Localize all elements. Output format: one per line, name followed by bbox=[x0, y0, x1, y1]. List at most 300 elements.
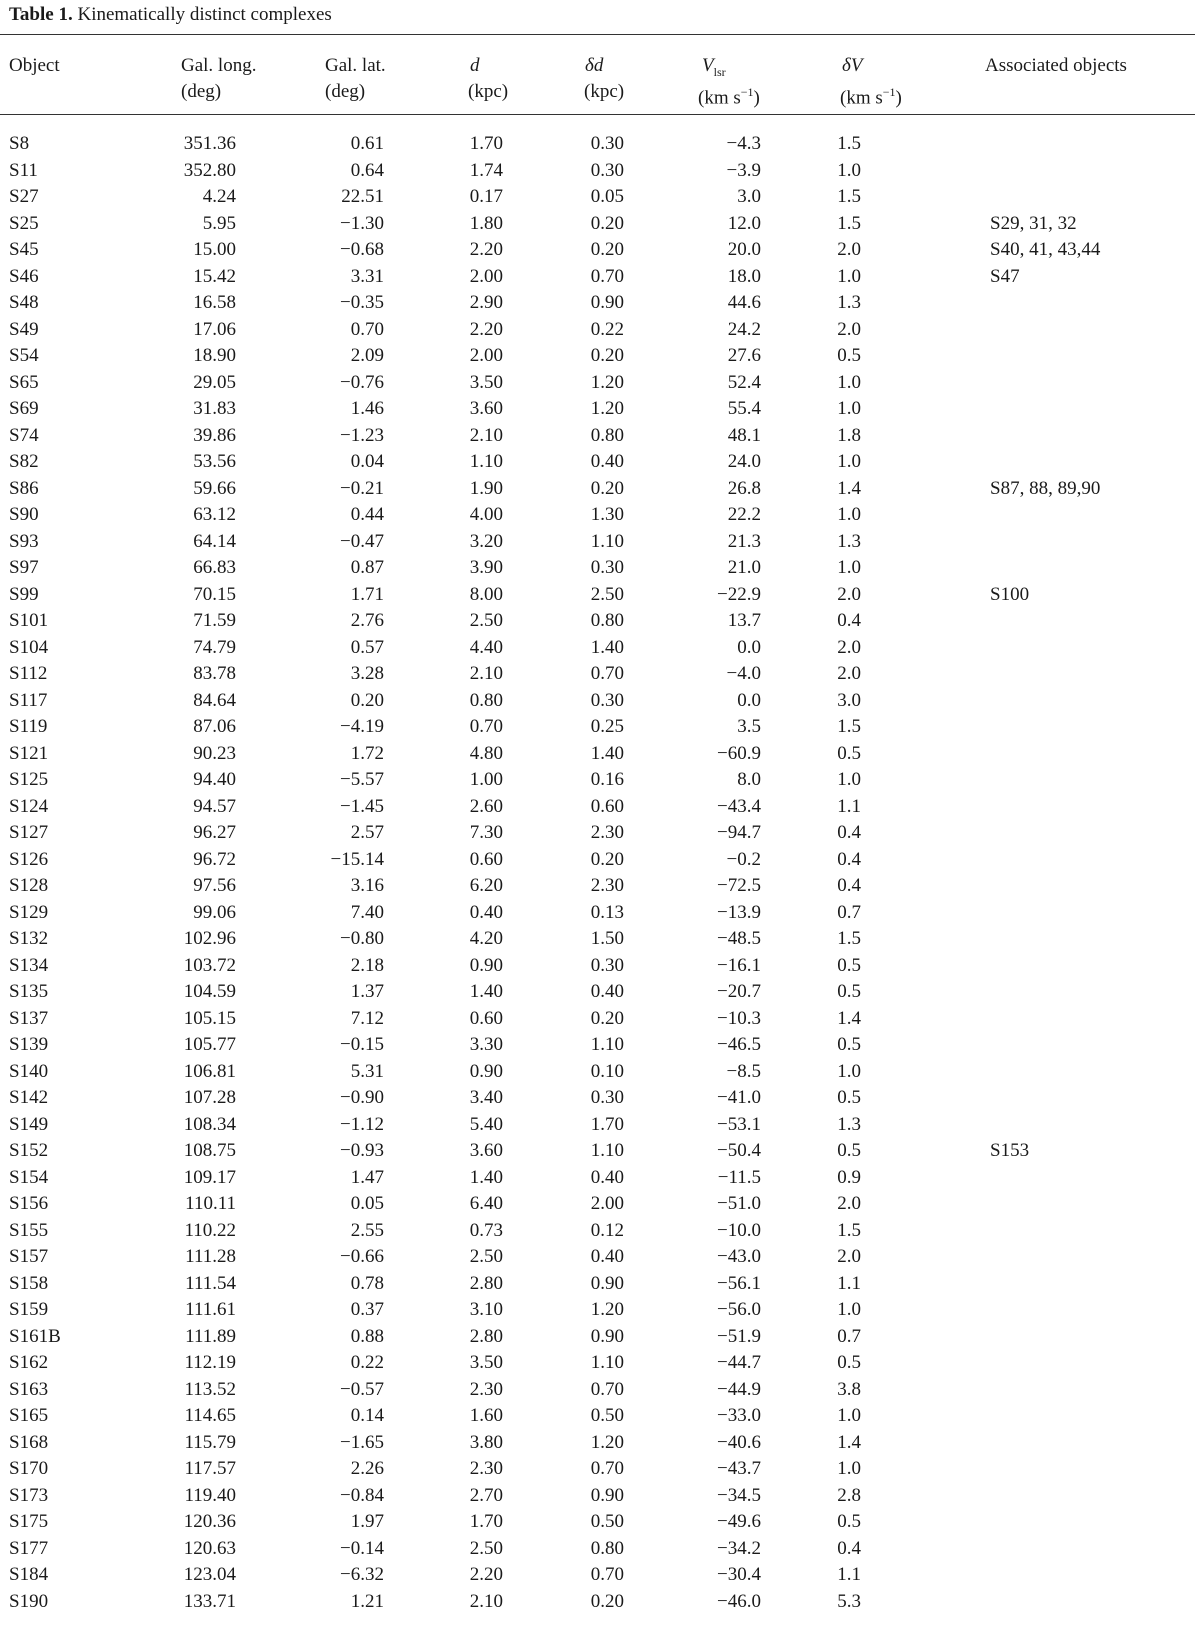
cell-gal-lat: −0.14 bbox=[340, 1537, 384, 1559]
cell-gal-long: 15.42 bbox=[193, 265, 236, 287]
cell-gal-lat: −1.30 bbox=[340, 212, 384, 234]
cell-distance: 4.40 bbox=[469, 636, 503, 658]
cell-gal-lat: 3.16 bbox=[350, 875, 384, 896]
cell-object: S129 bbox=[9, 901, 49, 923]
cell-gal-lat: 0.87 bbox=[350, 557, 384, 578]
cell-velocity-error: 1.0 bbox=[837, 1060, 861, 1082]
cell-velocity-error: 2.0 bbox=[837, 583, 861, 605]
cell-gal-long: 4.24 bbox=[202, 186, 236, 207]
cell-distance: 0.17 bbox=[469, 186, 503, 207]
cell-gal-long: 115.79 bbox=[184, 1431, 236, 1453]
header-object: Object bbox=[9, 55, 60, 76]
cell-distance: 2.10 bbox=[469, 424, 503, 446]
table-row bbox=[0, 1165, 1195, 1192]
cell-gal-long: 15.00 bbox=[193, 239, 236, 260]
cell-velocity-error: 5.3 bbox=[837, 1590, 861, 1612]
cell-gal-long: 111.89 bbox=[185, 1325, 236, 1347]
cell-vlsr: 3.0 bbox=[737, 186, 761, 207]
cell-gal-lat: −4.19 bbox=[340, 716, 384, 737]
cell-velocity-error: 1.3 bbox=[837, 530, 861, 552]
cell-vlsr: 24.0 bbox=[727, 451, 761, 472]
cell-object: S161B bbox=[9, 1325, 61, 1347]
table-row bbox=[0, 529, 1195, 556]
cell-object: S74 bbox=[9, 424, 39, 446]
cell-velocity-error: 2.0 bbox=[837, 239, 861, 260]
cell-vlsr: −10.3 bbox=[717, 1007, 761, 1029]
cell-object: S104 bbox=[9, 636, 49, 658]
cell-vlsr: 12.0 bbox=[727, 212, 761, 234]
cell-distance: 4.20 bbox=[469, 928, 503, 949]
cell-distance-error: 0.50 bbox=[590, 1511, 624, 1532]
cell-distance-error: 1.30 bbox=[590, 504, 624, 525]
cell-gal-long: 120.63 bbox=[183, 1537, 236, 1559]
cell-gal-long: 96.27 bbox=[193, 822, 236, 843]
cell-object: S157 bbox=[9, 1246, 49, 1267]
cell-vlsr: −44.9 bbox=[717, 1378, 761, 1400]
cell-velocity-error: 3.8 bbox=[837, 1378, 861, 1400]
cell-distance: 6.20 bbox=[469, 875, 503, 896]
cell-associated-objects: S29, 31, 32 bbox=[990, 212, 1077, 234]
cell-gal-long: 104.59 bbox=[183, 981, 236, 1002]
table-row bbox=[0, 1297, 1195, 1324]
cell-vlsr: −49.6 bbox=[717, 1511, 761, 1532]
cell-object: S190 bbox=[9, 1590, 49, 1612]
cell-distance-error: 0.05 bbox=[590, 186, 624, 207]
table-row bbox=[0, 979, 1195, 1006]
cell-distance: 3.20 bbox=[469, 530, 503, 552]
cell-gal-lat: 2.18 bbox=[350, 954, 384, 976]
cell-object: S140 bbox=[9, 1060, 49, 1082]
header-dv-unit-a: (km s bbox=[840, 87, 883, 109]
cell-object: S168 bbox=[9, 1431, 49, 1453]
cell-vlsr: −50.4 bbox=[717, 1140, 761, 1161]
cell-velocity-error: 1.0 bbox=[837, 557, 861, 578]
cell-vlsr: −94.7 bbox=[717, 822, 761, 843]
cell-distance: 2.50 bbox=[469, 1537, 503, 1559]
cell-vlsr: −43.4 bbox=[717, 795, 761, 817]
cell-distance: 3.50 bbox=[469, 1352, 503, 1373]
cell-distance-error: 2.30 bbox=[590, 875, 624, 896]
cell-gal-lat: 0.20 bbox=[350, 689, 384, 711]
cell-velocity-error: 2.0 bbox=[837, 636, 861, 658]
cell-distance-error: 1.10 bbox=[590, 1140, 624, 1161]
cell-vlsr: 44.6 bbox=[727, 292, 761, 313]
cell-gal-long: 63.12 bbox=[193, 504, 236, 525]
cell-distance: 3.50 bbox=[469, 371, 503, 393]
table-row bbox=[0, 1112, 1195, 1139]
cell-distance-error: 0.20 bbox=[590, 1590, 624, 1612]
header-distance-error: δd bbox=[585, 55, 604, 76]
cell-distance-error: 0.12 bbox=[590, 1219, 624, 1241]
cell-gal-lat: 2.09 bbox=[350, 345, 384, 366]
cell-velocity-error: 1.4 bbox=[837, 477, 861, 499]
cell-distance-error: 0.70 bbox=[590, 1458, 624, 1479]
cell-distance-error: 0.40 bbox=[590, 451, 624, 472]
cell-distance-error: 0.30 bbox=[590, 557, 624, 578]
table-row bbox=[0, 1244, 1195, 1271]
cell-gal-lat: −0.76 bbox=[340, 371, 384, 393]
table-row bbox=[0, 1324, 1195, 1351]
header-associated-objects: Associated objects bbox=[985, 55, 1127, 76]
table-row bbox=[0, 900, 1195, 927]
cell-velocity-error: 0.5 bbox=[837, 1034, 861, 1055]
cell-object: S175 bbox=[9, 1511, 49, 1532]
table-row bbox=[0, 1006, 1195, 1033]
cell-object: S101 bbox=[9, 610, 49, 631]
cell-gal-lat: 22.51 bbox=[341, 186, 384, 207]
cell-vlsr: 52.4 bbox=[727, 371, 761, 393]
cell-gal-lat: −0.47 bbox=[340, 530, 384, 552]
cell-object: S127 bbox=[9, 822, 49, 843]
cell-object: S54 bbox=[9, 345, 39, 366]
cell-velocity-error: 2.8 bbox=[837, 1484, 861, 1506]
cell-object: S139 bbox=[9, 1034, 49, 1055]
cell-vlsr: −40.6 bbox=[717, 1431, 761, 1453]
header-distance: d bbox=[470, 55, 480, 76]
cell-velocity-error: 0.4 bbox=[837, 822, 861, 843]
cell-velocity-error: 0.5 bbox=[837, 981, 861, 1002]
cell-object: S25 bbox=[9, 212, 39, 234]
cell-distance: 2.30 bbox=[469, 1458, 503, 1479]
cell-distance-error: 0.40 bbox=[590, 1246, 624, 1267]
cell-object: S117 bbox=[9, 689, 48, 711]
cell-gal-long: 123.04 bbox=[183, 1564, 236, 1585]
cell-object: S46 bbox=[9, 265, 39, 287]
cell-distance-error: 2.00 bbox=[590, 1193, 624, 1214]
table-row bbox=[0, 582, 1195, 609]
cell-velocity-error: 2.0 bbox=[837, 663, 861, 684]
cell-distance-error: 0.20 bbox=[590, 1007, 624, 1029]
cell-distance-error: 1.50 bbox=[590, 928, 624, 949]
table-row bbox=[0, 158, 1195, 185]
header-distance-unit: (kpc) bbox=[468, 81, 509, 102]
cell-velocity-error: 0.4 bbox=[837, 610, 861, 631]
cell-velocity-error: 1.0 bbox=[837, 1405, 861, 1426]
cell-distance-error: 0.30 bbox=[590, 1087, 624, 1108]
cell-distance: 2.20 bbox=[469, 318, 503, 340]
cell-vlsr: −53.1 bbox=[717, 1113, 761, 1135]
cell-gal-long: 351.36 bbox=[183, 133, 236, 154]
cell-distance-error: 2.30 bbox=[590, 822, 624, 843]
cell-gal-lat: 1.21 bbox=[350, 1590, 384, 1612]
cell-distance: 4.00 bbox=[469, 504, 503, 525]
cell-gal-lat: −0.84 bbox=[340, 1484, 384, 1506]
cell-vlsr: 48.1 bbox=[727, 424, 761, 446]
cell-gal-lat: −5.57 bbox=[340, 769, 384, 790]
cell-distance-error: 2.50 bbox=[590, 583, 624, 605]
cell-object: S154 bbox=[9, 1166, 49, 1188]
cell-distance: 0.73 bbox=[469, 1219, 503, 1241]
cell-gal-long: 113.52 bbox=[184, 1378, 236, 1400]
cell-distance-error: 0.90 bbox=[590, 1272, 624, 1294]
cell-gal-lat: −0.90 bbox=[340, 1087, 384, 1108]
cell-distance-error: 0.70 bbox=[590, 1564, 624, 1585]
cell-vlsr: −41.0 bbox=[717, 1087, 761, 1108]
cell-gal-long: 106.81 bbox=[183, 1060, 236, 1082]
table-row bbox=[0, 688, 1195, 715]
cell-distance: 0.70 bbox=[469, 716, 503, 737]
cell-distance: 3.90 bbox=[469, 557, 503, 578]
table-row bbox=[0, 1085, 1195, 1112]
cell-vlsr: 8.0 bbox=[737, 769, 761, 790]
cell-distance: 0.90 bbox=[469, 954, 503, 976]
cell-vlsr: −56.0 bbox=[717, 1299, 761, 1320]
cell-distance-error: 1.20 bbox=[590, 371, 624, 393]
cell-gal-lat: 1.72 bbox=[350, 742, 384, 764]
cell-distance-error: 0.20 bbox=[590, 212, 624, 234]
cell-gal-long: 111.28 bbox=[185, 1246, 236, 1267]
header-gal-lat-unit: (deg) bbox=[325, 81, 366, 102]
header-gal-long: Gal. long. bbox=[181, 55, 257, 76]
cell-gal-long: 105.77 bbox=[183, 1034, 236, 1055]
cell-gal-lat: 1.71 bbox=[350, 583, 384, 605]
cell-gal-long: 31.83 bbox=[193, 398, 236, 419]
cell-object: S112 bbox=[9, 663, 48, 684]
cell-gal-long: 84.64 bbox=[193, 689, 236, 711]
cell-velocity-error: 1.0 bbox=[837, 504, 861, 525]
cell-distance: 2.30 bbox=[469, 1378, 503, 1400]
table-row bbox=[0, 290, 1195, 317]
cell-distance: 2.00 bbox=[469, 265, 503, 287]
table-row bbox=[0, 343, 1195, 370]
cell-gal-lat: −0.35 bbox=[340, 292, 384, 313]
cell-object: S121 bbox=[9, 742, 49, 764]
cell-gal-long: 108.75 bbox=[183, 1140, 236, 1161]
cell-gal-long: 117.57 bbox=[184, 1458, 236, 1479]
table-row bbox=[0, 1191, 1195, 1218]
cell-gal-lat: 0.61 bbox=[350, 133, 384, 154]
cell-vlsr: 21.0 bbox=[727, 557, 761, 578]
cell-gal-long: 110.11 bbox=[185, 1193, 236, 1214]
cell-velocity-error: 1.4 bbox=[837, 1431, 861, 1453]
cell-vlsr: 0.0 bbox=[737, 689, 761, 711]
table-row bbox=[0, 767, 1195, 794]
cell-gal-long: 111.61 bbox=[185, 1299, 236, 1320]
cell-distance-error: 0.20 bbox=[590, 239, 624, 260]
table-row bbox=[0, 820, 1195, 847]
cell-vlsr: −10.0 bbox=[717, 1219, 761, 1241]
header-dv-unit-b: ) bbox=[895, 87, 902, 109]
cell-gal-long: 83.78 bbox=[193, 663, 236, 684]
cell-velocity-error: 0.5 bbox=[837, 1087, 861, 1108]
cell-gal-long: 111.54 bbox=[185, 1272, 236, 1294]
cell-distance: 2.50 bbox=[469, 610, 503, 631]
cell-object: S159 bbox=[9, 1299, 49, 1320]
table-row bbox=[0, 449, 1195, 476]
cell-distance: 1.60 bbox=[469, 1405, 503, 1426]
cell-gal-lat: 1.46 bbox=[350, 398, 384, 419]
cell-distance: 1.74 bbox=[469, 159, 503, 181]
cell-object: S184 bbox=[9, 1564, 49, 1585]
cell-distance: 4.80 bbox=[469, 742, 503, 764]
cell-distance-error: 0.80 bbox=[590, 424, 624, 446]
cell-associated-objects: S100 bbox=[990, 583, 1030, 605]
cell-vlsr: 55.4 bbox=[727, 398, 761, 419]
cell-velocity-error: 1.5 bbox=[837, 1219, 861, 1241]
cell-object: S156 bbox=[9, 1193, 49, 1214]
cell-gal-lat: −1.45 bbox=[340, 795, 384, 817]
cell-distance-error: 0.70 bbox=[590, 1378, 624, 1400]
cell-gal-lat: −0.93 bbox=[340, 1140, 384, 1161]
cell-velocity-error: 2.0 bbox=[837, 1193, 861, 1214]
cell-distance: 2.20 bbox=[469, 239, 503, 260]
table-row bbox=[0, 1218, 1195, 1245]
cell-vlsr: −3.9 bbox=[726, 159, 761, 181]
cell-gal-long: 109.17 bbox=[183, 1166, 236, 1188]
table-row bbox=[0, 1032, 1195, 1059]
cell-distance: 1.40 bbox=[469, 981, 503, 1002]
cell-distance-error: 1.40 bbox=[590, 636, 624, 658]
table-row bbox=[0, 502, 1195, 529]
cell-gal-lat: 0.88 bbox=[350, 1325, 384, 1347]
cell-gal-lat: 1.97 bbox=[350, 1511, 384, 1532]
cell-distance: 1.40 bbox=[469, 1166, 503, 1188]
cell-velocity-error: 0.5 bbox=[837, 1352, 861, 1373]
cell-gal-lat: 2.57 bbox=[350, 822, 384, 843]
cell-velocity-error: 0.4 bbox=[837, 875, 861, 896]
cell-gal-lat: 0.37 bbox=[350, 1299, 384, 1320]
cell-vlsr: −72.5 bbox=[717, 875, 761, 896]
cell-velocity-error: 1.3 bbox=[837, 1113, 861, 1135]
cell-distance: 5.40 bbox=[469, 1113, 503, 1135]
cell-velocity-error: 0.5 bbox=[837, 345, 861, 366]
cell-gal-long: 74.79 bbox=[193, 636, 236, 658]
table-row bbox=[0, 264, 1195, 291]
cell-gal-lat: 3.31 bbox=[350, 265, 384, 287]
cell-gal-long: 17.06 bbox=[193, 318, 236, 340]
cell-object: S11 bbox=[9, 159, 38, 181]
cell-gal-long: 90.23 bbox=[193, 742, 236, 764]
table-row bbox=[0, 794, 1195, 821]
cell-gal-lat: −1.65 bbox=[340, 1431, 384, 1453]
cell-velocity-error: 1.0 bbox=[837, 451, 861, 472]
cell-object: S155 bbox=[9, 1219, 49, 1241]
cell-associated-objects: S40, 41, 43,44 bbox=[990, 239, 1101, 260]
cell-object: S99 bbox=[9, 583, 39, 605]
cell-distance: 2.90 bbox=[469, 292, 503, 313]
cell-velocity-error: 0.4 bbox=[837, 1537, 861, 1559]
header-gal-long-unit: (deg) bbox=[181, 81, 222, 102]
cell-velocity-error: 1.0 bbox=[837, 371, 861, 393]
table-row bbox=[0, 396, 1195, 423]
cell-object: S69 bbox=[9, 398, 39, 419]
cell-object: S135 bbox=[9, 981, 49, 1002]
cell-vlsr: 22.2 bbox=[727, 504, 761, 525]
cell-distance-error: 1.10 bbox=[590, 530, 624, 552]
cell-distance-error: 0.30 bbox=[590, 689, 624, 711]
cell-distance: 1.00 bbox=[469, 769, 503, 790]
cell-gal-long: 53.56 bbox=[193, 451, 236, 472]
cell-velocity-error: 0.5 bbox=[837, 954, 861, 976]
cell-object: S173 bbox=[9, 1484, 49, 1506]
cell-distance: 0.60 bbox=[469, 1007, 503, 1029]
cell-distance: 1.70 bbox=[469, 133, 503, 154]
cell-distance-error: 0.70 bbox=[590, 663, 624, 684]
table-body bbox=[0, 131, 1195, 1615]
cell-distance-error: 0.20 bbox=[590, 477, 624, 499]
cell-gal-lat: −6.32 bbox=[340, 1564, 384, 1585]
table-row bbox=[0, 1536, 1195, 1563]
cell-distance-error: 0.30 bbox=[590, 133, 624, 154]
cell-object: S82 bbox=[9, 451, 39, 472]
cell-object: S163 bbox=[9, 1378, 49, 1400]
table-row bbox=[0, 1059, 1195, 1086]
cell-distance-error: 1.20 bbox=[590, 398, 624, 419]
table-caption bbox=[9, 3, 332, 27]
cell-gal-long: 87.06 bbox=[193, 716, 236, 737]
cell-distance-error: 0.50 bbox=[590, 1405, 624, 1426]
table-row bbox=[0, 317, 1195, 344]
cell-vlsr: 13.7 bbox=[727, 610, 761, 631]
cell-distance-error: 0.80 bbox=[590, 1537, 624, 1559]
table-row bbox=[0, 635, 1195, 662]
header-vlsr-unit-b: ) bbox=[753, 87, 760, 109]
cell-gal-long: 18.90 bbox=[193, 345, 236, 366]
cell-gal-lat: 3.28 bbox=[350, 663, 384, 684]
cell-velocity-error: 1.4 bbox=[837, 1007, 861, 1029]
cell-vlsr: −33.0 bbox=[717, 1405, 761, 1426]
cell-object: S132 bbox=[9, 928, 49, 949]
table-row bbox=[0, 1589, 1195, 1616]
cell-distance: 8.00 bbox=[469, 583, 503, 605]
cell-distance-error: 0.20 bbox=[590, 848, 624, 870]
cell-object: S162 bbox=[9, 1352, 49, 1373]
cell-gal-long: 96.72 bbox=[193, 848, 236, 870]
cell-distance: 6.40 bbox=[469, 1193, 503, 1214]
cell-vlsr: −51.0 bbox=[717, 1193, 761, 1214]
table-row bbox=[0, 370, 1195, 397]
cell-velocity-error: 1.3 bbox=[837, 292, 861, 313]
cell-velocity-error: 1.1 bbox=[837, 1272, 861, 1294]
table-row bbox=[0, 1350, 1195, 1377]
cell-vlsr: −43.7 bbox=[717, 1458, 761, 1479]
cell-vlsr: −43.0 bbox=[717, 1246, 761, 1267]
cell-vlsr: 0.0 bbox=[737, 636, 761, 658]
cell-gal-long: 107.28 bbox=[183, 1087, 236, 1108]
cell-velocity-error: 1.0 bbox=[837, 1458, 861, 1479]
cell-gal-long: 97.56 bbox=[193, 875, 236, 896]
table-row bbox=[0, 608, 1195, 635]
table-row bbox=[0, 476, 1195, 503]
cell-distance: 2.60 bbox=[469, 795, 503, 817]
cell-distance: 2.20 bbox=[469, 1564, 503, 1585]
table-row bbox=[0, 1138, 1195, 1165]
cell-velocity-error: 1.5 bbox=[837, 716, 861, 737]
cell-object: S158 bbox=[9, 1272, 49, 1294]
table-label: Table 1. bbox=[9, 4, 73, 25]
table-row bbox=[0, 1403, 1195, 1430]
cell-object: S65 bbox=[9, 371, 39, 393]
cell-distance-error: 0.40 bbox=[590, 981, 624, 1002]
cell-object: S134 bbox=[9, 954, 49, 976]
cell-velocity-error: 0.5 bbox=[837, 742, 861, 764]
cell-gal-lat: 1.37 bbox=[350, 981, 384, 1002]
cell-vlsr: −8.5 bbox=[726, 1060, 761, 1082]
cell-gal-long: 64.14 bbox=[193, 530, 236, 552]
cell-distance-error: 0.70 bbox=[590, 265, 624, 287]
cell-velocity-error: 1.5 bbox=[837, 212, 861, 234]
cell-gal-lat: 7.12 bbox=[350, 1007, 384, 1029]
table-row bbox=[0, 926, 1195, 953]
cell-velocity-error: 1.0 bbox=[837, 769, 861, 790]
cell-vlsr: 21.3 bbox=[727, 530, 761, 552]
cell-distance-error: 1.20 bbox=[590, 1431, 624, 1453]
cell-distance: 0.80 bbox=[469, 689, 503, 711]
table-row bbox=[0, 423, 1195, 450]
cell-vlsr: −56.1 bbox=[717, 1272, 761, 1294]
cell-vlsr: −4.0 bbox=[726, 663, 761, 684]
cell-gal-long: 119.40 bbox=[184, 1484, 236, 1506]
